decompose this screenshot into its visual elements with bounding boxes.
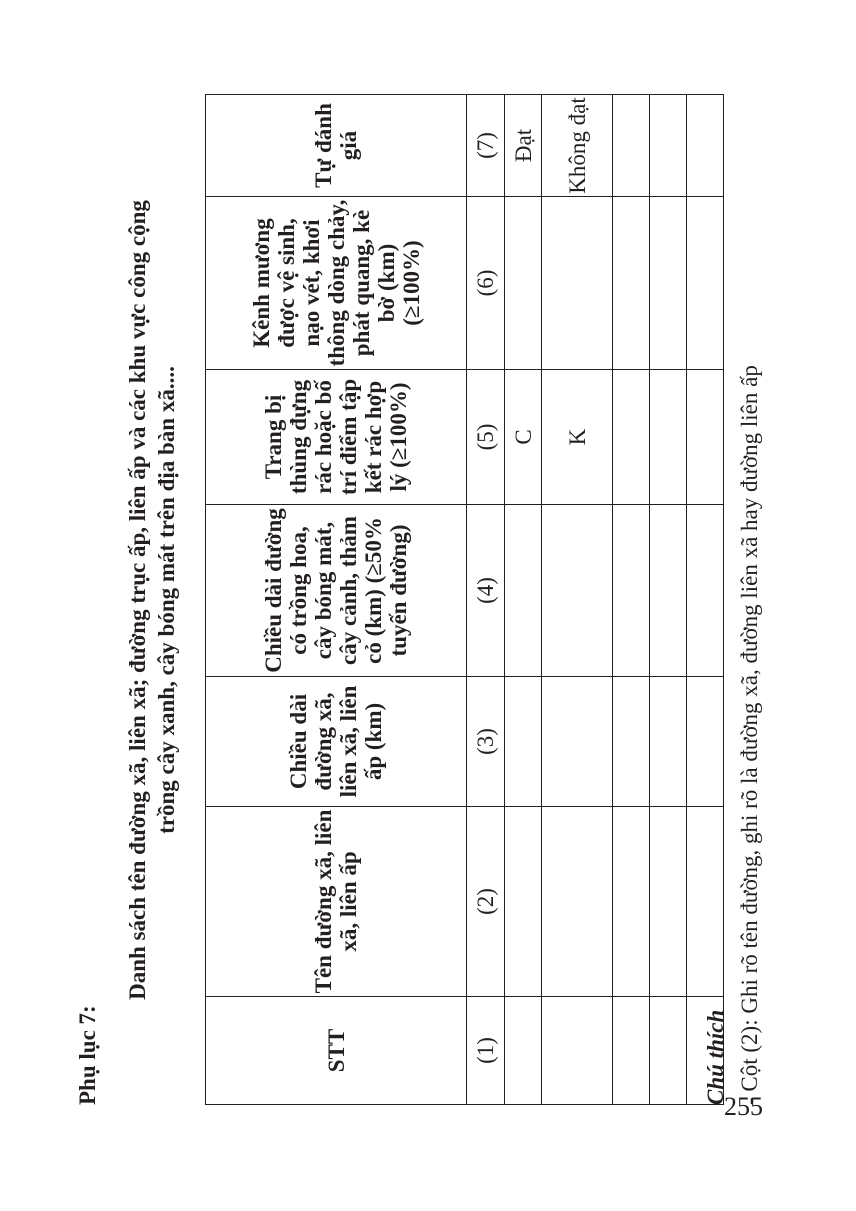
table-cell	[505, 197, 542, 370]
col-header-canals: Kênh mương được vệ sinh, nạo vét, khơi thông dòng chảy, phát quang, kè bờ (km) (≥100%)	[206, 197, 467, 370]
column-number: (6)	[467, 197, 505, 370]
table-cell	[650, 370, 687, 505]
table-cell	[542, 807, 613, 997]
table-cell	[542, 505, 613, 677]
column-number: (5)	[467, 370, 505, 505]
table-cell	[650, 505, 687, 677]
notes-heading: Chú thích	[703, 1009, 728, 1105]
column-number: (2)	[467, 807, 505, 997]
table-cell	[613, 197, 650, 370]
appendix-label: Phụ lục 7:	[75, 1005, 100, 1105]
table-cell	[650, 807, 687, 997]
col-header-trash-bins: Trang bị thùng đựng rác hoặc bố trí điểm tập kết rác hợp lý (≥100%)	[206, 370, 467, 505]
col-header-planted-length: Chiều dài đường có trồng hoa, cây bóng mát, cây cảnh, thảm cỏ (km) (≥50% tuyến đường)	[206, 505, 467, 677]
column-number: (1)	[467, 997, 505, 1105]
table-cell	[687, 95, 724, 197]
table-cell	[613, 95, 650, 197]
table-row	[613, 95, 650, 1105]
table-cell	[613, 807, 650, 997]
table-cell: Không đạt	[542, 95, 613, 197]
roads-table	[205, 94, 724, 1105]
table-cell	[650, 677, 687, 807]
rotated-page-content	[75, 95, 775, 1105]
table-cell	[613, 370, 650, 505]
table-cell: K	[542, 370, 613, 505]
header-row	[206, 95, 467, 1105]
table-row	[505, 95, 542, 1105]
col-header-road-name: Tên đường xã, liên xã, liên ấp	[206, 807, 467, 997]
table-cell	[542, 197, 613, 370]
table-cell	[687, 677, 724, 807]
column-number: (7)	[467, 95, 505, 197]
document-title	[123, 95, 181, 1105]
table-cell	[650, 997, 687, 1105]
table-cell: C	[505, 370, 542, 505]
col-header-self-assessment: Tự đánh giá	[206, 95, 467, 197]
table-cell	[687, 197, 724, 370]
table-cell: Đạt	[505, 95, 542, 197]
table-cell	[613, 997, 650, 1105]
title-line-1: Danh sách tên đường xã, liên xã; đường trục ấp, liên ấp và các khu vực công cộng	[125, 200, 150, 1000]
table-cell	[505, 505, 542, 677]
col-header-road-length: Chiều dài đường xã, liên xã, liên ấp (km)	[206, 677, 467, 807]
table-cell	[542, 997, 613, 1105]
table-cell	[613, 677, 650, 807]
col-header-stt: STT	[206, 997, 467, 1105]
table-cell	[687, 505, 724, 677]
table-row	[542, 95, 613, 1105]
table-row	[687, 95, 724, 1105]
table-cell	[687, 370, 724, 505]
table-cell	[687, 807, 724, 997]
table-cell	[505, 677, 542, 807]
table-cell	[650, 95, 687, 197]
column-number: (4)	[467, 505, 505, 677]
column-number-row	[467, 95, 505, 1105]
page-number: 255	[724, 1092, 763, 1121]
title-line-2: trồng cây xanh, cây bóng mát trên địa bàn xã....	[154, 366, 179, 834]
column-number: (3)	[467, 677, 505, 807]
table-cell	[542, 677, 613, 807]
table-cell	[505, 997, 542, 1105]
table-cell	[613, 505, 650, 677]
table-row	[650, 95, 687, 1105]
table-cell	[505, 807, 542, 997]
table-cell	[650, 197, 687, 370]
note-line: - Cột (2): Ghi rõ tên đường, ghi rõ là đường xã, đường liên xã hay đường liên ấp	[737, 365, 762, 1105]
